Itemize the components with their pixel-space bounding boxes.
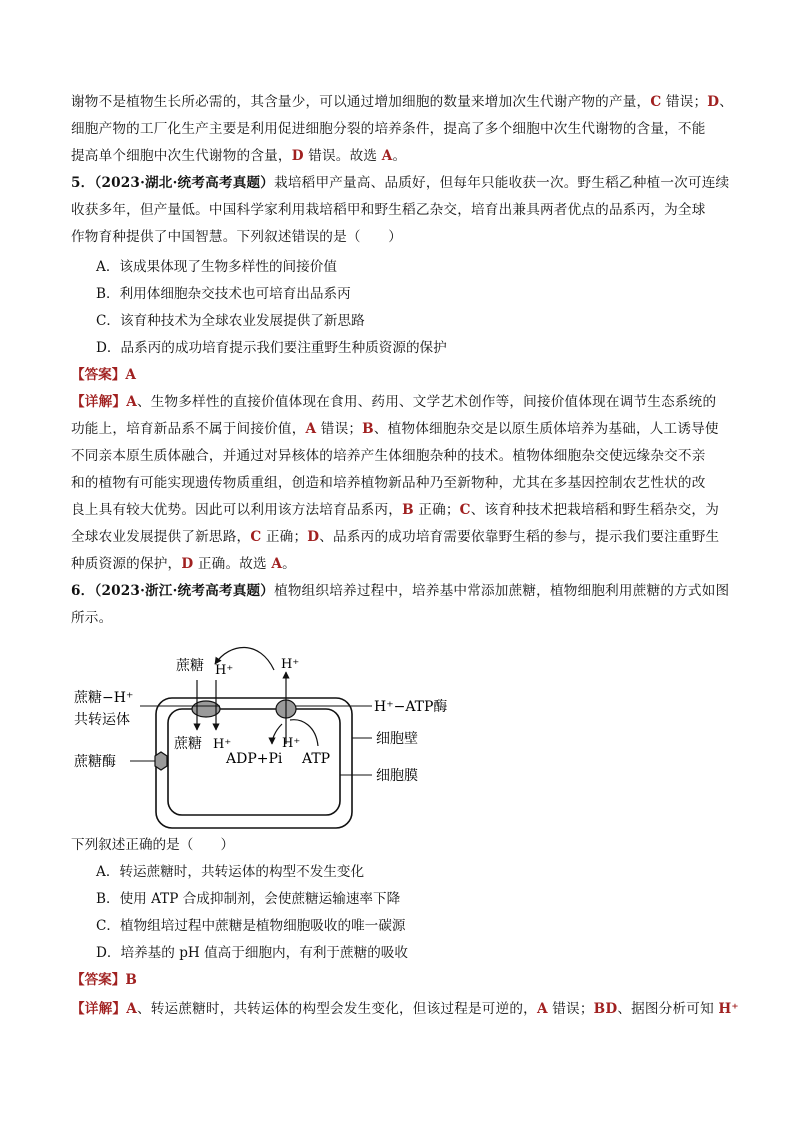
prev-line-2: 细胞产物的工厂化生产主要是利用促进细胞分裂的培养条件，提高了多个细胞中次生代谢物的含量，不能 [71,121,706,137]
q6-option-a: A．转运蔗糖时，共转运体的构型不发生变化 [96,864,365,880]
label-sucrose-top: 蔗糖 [176,658,204,674]
label-cotransporter-1: 蔗糖−H⁺ [74,690,134,706]
question-source: （2023·湖北·统考高考真题） [94,175,275,191]
label-sucrase: 蔗糖酶 [74,754,116,770]
label-h-top-1: H⁺ [215,663,234,678]
prev-line-1: 谢物不是植物生长所必需的，其含量少，可以通过增加细胞的数量来增加次生代谢产物的产量，C 错误；D、 [71,94,734,110]
q6-option-c: C．植物组培过程中蔗糖是植物细胞吸收的唯一碳源 [96,918,406,934]
question-6-stem: 6．（2023·浙江·统考高考真题）植物组织培养过程中，培养基中常添加蔗糖，植物细胞利用蔗糖的方式如图 所示。 [71,583,730,626]
q6-option-b: B．使用 ATP 合成抑制剂，会使蔗糖运输速率下降 [96,891,401,907]
q6-question-prompt: 下列叙述正确的是（ ） [71,837,235,853]
q5-option-a: A．该成果体现了生物多样性的间接价值 [96,259,337,275]
label-h-inside-1: H⁺ [213,737,232,752]
label-cell-membrane: 细胞膜 [376,768,418,784]
label-sucrose-inside: 蔗糖 [174,736,202,752]
question-source: （2023·浙江·统考高考真题） [94,583,275,599]
question-5-stem: 5．（2023·湖北·统考高考真题）栽培稻甲产量高、品质好，但每年只能收获一次。野生稻乙种植一次可连续 收获多年，但产量低。中国科学家利用栽培稻甲和野生稻乙杂交，培育出兼具两者优点的品系丙，为全球 作物育种提供了中国智慧。下列叙述错误的是（ ） [71,175,730,245]
q5-explanation: 【详解】A、生物多样性的直接价值体现在食用、药用、文学艺术创作等，间接价值体现在调节生态系统的 功能上，培育新品系不属于间接价值，A 错误；B、植物体细胞杂交是以原生质体培养为基础，人工诱导使 不同亲本原生质体融合，并通过对异核体的培养产生体细胞杂种的技术。植物体细胞杂交使远缘杂交不亲 和的植物有可能实现遗传物质重组，创造和培养植物新品种乃至新物种，尤其在多基因控制农艺性状的改 良上具有较大优势。因此可以利用该方法培育品系丙，B 正确；C、该育种技术把栽培稻和野生稻杂交，为 全球农业发展提供了新思路，C 正确；D、品系丙的成功培育需要依靠野生稻的参与，提示我们要注重野生 种质资源的保护，D 正确。故选 A。 [71,394,720,572]
label-h-top-2: H⁺ [281,657,300,672]
q6-option-d: D．培养基的 pH 值高于细胞内，有利于蔗糖的吸收 [96,945,408,961]
q5-option-d: D．品系丙的成功培育提示我们要注重野生种质资源的保护 [96,340,447,356]
q6-answer: 【答案】B [71,972,137,988]
q5-option-b: B．利用体细胞杂交技术也可培育出品系丙 [96,286,351,302]
label-adp-pi: ADP+Pi [226,751,283,767]
q6-explanation: 【详解】A、转运蔗糖时，共转运体的构型会发生变化，但该过程是可逆的，A 错误；BD、据图分析可知 H⁺ [71,1001,739,1017]
label-cell-wall: 细胞壁 [376,731,418,747]
label-h-inside-2: H⁺ [282,736,301,751]
label-atp: ATP [302,751,331,767]
prev-line-3: 提高单个细胞中次生代谢物的含量，D 错误。故选 A。 [71,148,407,164]
q5-answer: 【答案】A [71,367,136,383]
label-atpase: H⁺−ATP酶 [374,699,448,715]
sucrase-shape [155,752,167,770]
label-cotransporter-2: 共转运体 [74,712,130,728]
sucrose-transport-diagram [60,640,480,832]
question-number: 5． [71,175,95,191]
prev-explanation-tail [71,89,734,170]
question-number: 6． [71,583,95,599]
q5-option-c: C．该育种技术为全球农业发展提供了新思路 [96,313,365,329]
